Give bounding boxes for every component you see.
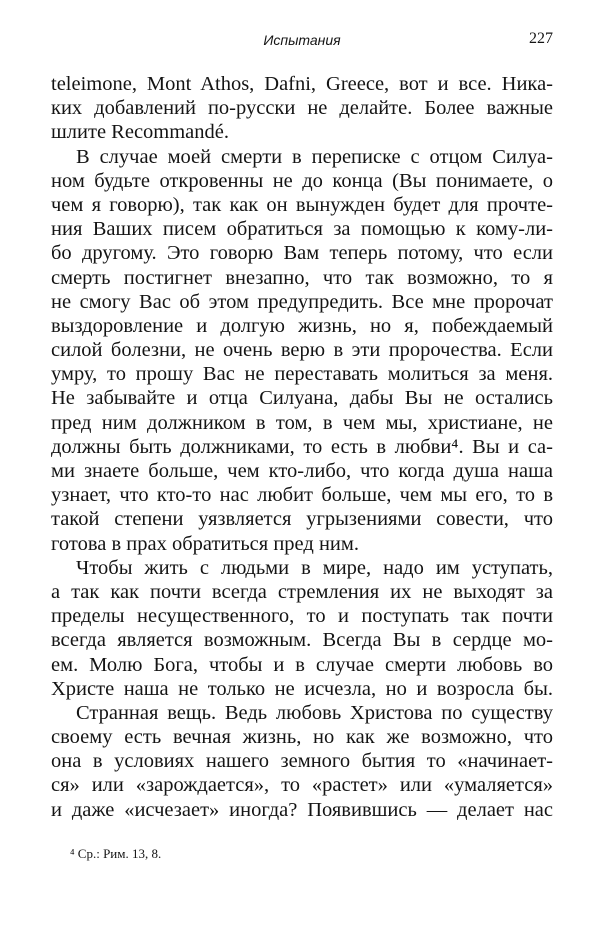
text-line: ния Ваших писем обратиться за помощью к кому-ли- [51, 218, 553, 241]
text-line: умру, то прошу Вас не переставать молиться за меня. [51, 363, 553, 386]
text-line: готова в прах обратиться пред ним. [51, 532, 359, 555]
text-line: своему есть вечная жизнь, но как же возможно, что [51, 726, 553, 749]
page-number: 227 [529, 30, 553, 47]
text-line: ся» или «зарождается», то «растет» или «умаляется» [51, 774, 553, 797]
text-line: такой степени уязвляется угрызениями совести, что [51, 508, 553, 531]
text-line: ем. Молю Бога, чтобы и в случае смерти любовь во [51, 653, 553, 676]
paragraph [51, 556, 553, 701]
paragraph [51, 145, 553, 556]
text-line: чем я говорю), так как он вынужден будет для прочте- [51, 193, 553, 216]
text-line: ких добавлений по-русски не делайте. Более важные [51, 97, 553, 120]
text-line: всегда является возможным. Всегда Вы в сердце мо- [51, 629, 553, 652]
body-text [51, 72, 553, 822]
text-line: Не забывайте и отца Силуана, дабы Вы не остались [51, 387, 553, 410]
text-line: Христе наша не только не исчезла, но и возросла бы. [51, 677, 553, 700]
text-line: teleimone, Mont Athos, Dafni, Greece, вот и все. Ника- [51, 73, 553, 95]
text-line: ном будьте откровенны не до конца (Вы понимаете, о [51, 169, 553, 192]
text-line: и даже «исчезает» иногда? Появившись — делает нас [51, 798, 553, 821]
text-line: силой болезни, не очень верю в эти пророчества. Если [51, 339, 553, 362]
page-header [51, 30, 553, 52]
text-line: шлите Recommandé. [51, 121, 230, 144]
text-line: должны быть должниками, то есть в любви⁴. Вы и са- [51, 435, 553, 458]
text-line: пределы несущественного, то и поступать так почти [51, 605, 553, 628]
text-line: выздоровление и долгую жизнь, но я, побеждаемый [51, 314, 553, 337]
paragraph [51, 72, 553, 145]
text-line: Странная вещь. Ведь любовь Христова по существу [76, 701, 553, 724]
text-line: узнает, что кто-то нас любит больше, чем мы его, то в [51, 484, 553, 507]
text-line: смерть постигнет внезапно, что так возможно, то я [51, 266, 553, 289]
text-line: а так как почти всегда стремления их не выходят за [51, 580, 553, 603]
text-line: пред ним должником в том, в чем мы, христиане, не [51, 411, 553, 434]
text-line: она в условиях нашего земного бытия то «начинает- [51, 750, 553, 773]
running-title: Испытания [263, 32, 341, 48]
paragraph [51, 701, 553, 822]
text-line: бо другому. Это говорю Вам теперь потому, что если [51, 242, 553, 265]
footnote: ⁴ Ср.: Рим. 13, 8. [70, 846, 162, 861]
text-line: ми знаете больше, чем кто-либо, что когда душа наша [51, 460, 553, 482]
text-line: не смогу Вас об этом предупредить. Все мне пророчат [51, 290, 553, 313]
text-line: В случае моей смерти в переписке с отцом Силуа- [76, 145, 553, 168]
text-line: Чтобы жить с людьми в мире, надо им уступать, [76, 556, 553, 579]
